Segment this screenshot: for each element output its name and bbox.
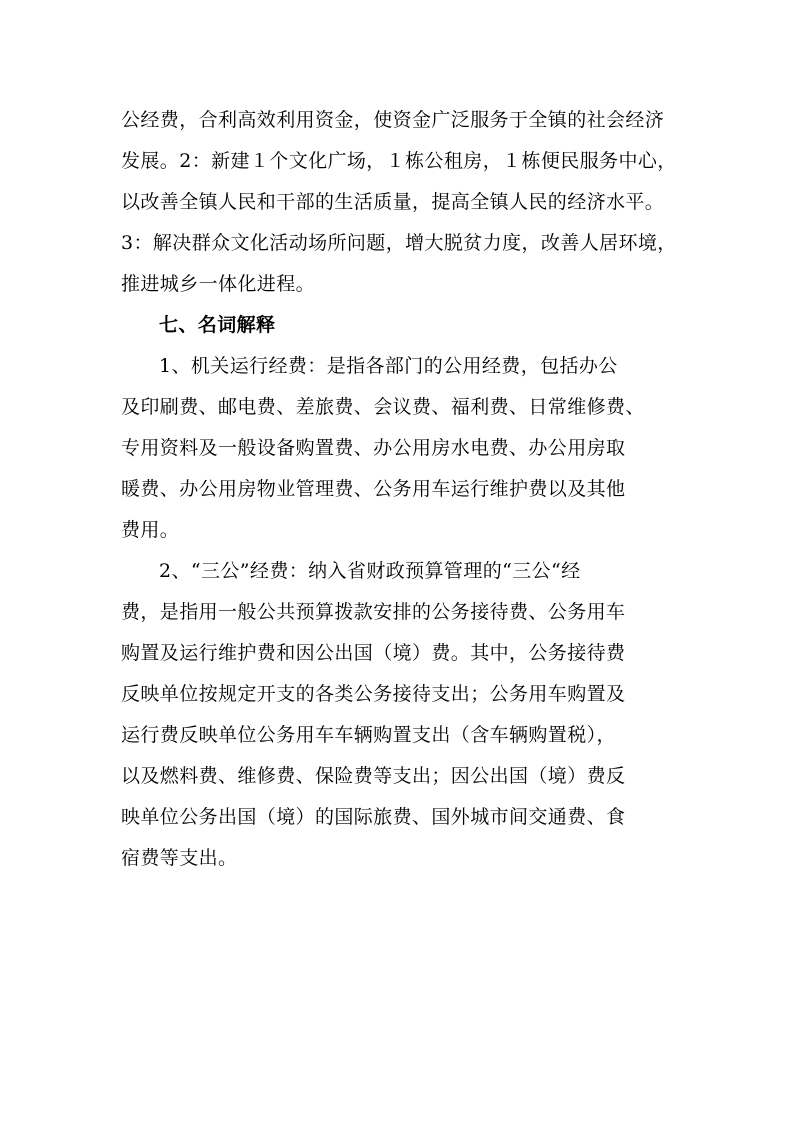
paragraph-line: 运行费反映单位公务用车车辆购置支出（含车辆购置税）， — [121, 724, 616, 746]
paragraph-line: 及印刷费、邮电费、差旅费、会议费、福利费、日常维修费、 — [121, 396, 645, 418]
document-body — [121, 100, 681, 879]
paragraph-line: 专用资料及一般设备购置费、办公用房水电费、办公用房取 — [121, 437, 626, 459]
section-heading: 七、名词解释 — [159, 314, 276, 336]
paragraph-line: 费用。 — [121, 519, 180, 541]
paragraph-line: 发展。2：新建１个文化广场，１栋公租房，１栋便民服务中心， — [121, 150, 677, 172]
paragraph-line: 3：解决群众文化活动场所问题，增大脱贫力度，改善人居环境， — [121, 232, 677, 254]
paragraph-line: 推进城乡一体化进程。 — [121, 273, 316, 295]
paragraph-line: 1、机关运行经费：是指各部门的公用经费，包括办公 — [159, 355, 618, 377]
paragraph-line: 映单位公务出国（境）的国际旅费、国外城市间交通费、食 — [121, 806, 626, 828]
paragraph-line: 以及燃料费、维修费、保险费等支出；因公出国（境）费反 — [121, 765, 626, 787]
paragraph-line: 反映单位按规定开支的各类公务接待支出；公务用车购置及 — [121, 683, 626, 705]
paragraph-line: 以改善全镇人民和干部的生活质量，提高全镇人民的经济水平。 — [121, 191, 665, 213]
paragraph-line: 购置及运行维护费和因公出国（境）费。其中，公务接待费 — [121, 642, 626, 664]
paragraph-line: 公经费，合利高效利用资金，使资金广泛服务于全镇的社会经济 — [121, 109, 665, 131]
paragraph-line: 宿费等支出。 — [121, 847, 238, 869]
paragraph-line: 2、“三公”经费：纳入省财政预算管理的“三公“经 — [159, 560, 581, 582]
paragraph-line: 费，是指用一般公共预算拨款安排的公务接待费、公务用车 — [121, 601, 626, 623]
paragraph-line: 暖费、办公用房物业管理费、公务用车运行维护费以及其他 — [121, 478, 626, 500]
